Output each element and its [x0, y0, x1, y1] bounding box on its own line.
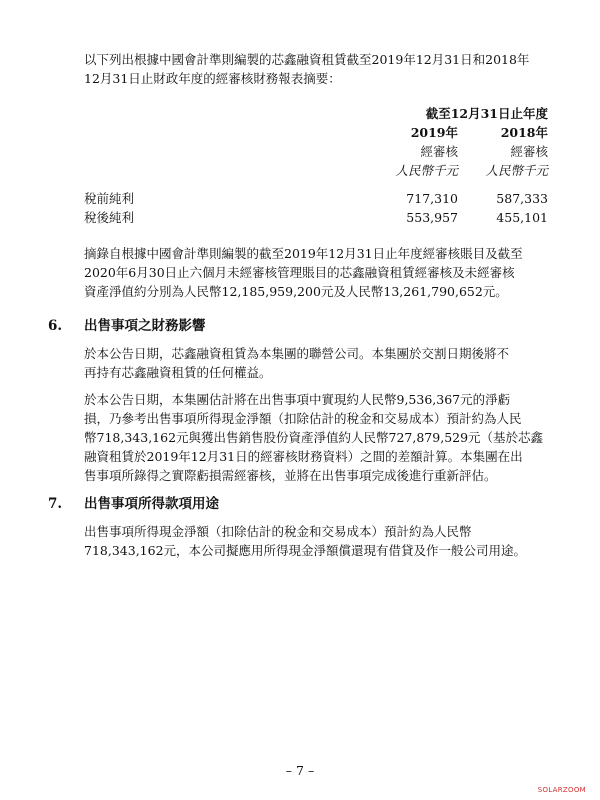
paragraph-line: 於本公告日期，本集團估計將在出售事項中實現約人民幣9,536,367元的淨虧: [84, 392, 511, 407]
watermark-logo: SOLARZOOM: [537, 786, 586, 794]
row-label: 稅後純利: [84, 210, 135, 225]
intro-paragraph: [84, 50, 548, 88]
net-asset-summary: [84, 244, 548, 301]
section-title: 出售事項所得款項用途: [84, 496, 219, 512]
paragraph-line: 於本公告日期，芯鑫融資租賃為本集團的聯營公司。本集團於交割日期後將不: [84, 346, 510, 361]
section-6-paragraph-1: [84, 344, 548, 382]
section-7-paragraph-1: [84, 522, 548, 560]
column-unit: 人民幣千元: [485, 163, 548, 178]
paragraph-line: 損，乃參考出售事項所得現金淨額（扣除估計的稅金和交易成本）預計約為人民: [84, 411, 522, 426]
column-unit: 人民幣千元: [395, 163, 458, 178]
section-title: 出售事項之財務影響: [84, 318, 206, 334]
row-value-2018: 455,101: [496, 210, 548, 225]
column-2018: [468, 123, 548, 180]
paragraph-line: 再持有芯鑫融資租賃的任何權益。: [84, 365, 272, 380]
column-year: 2019年: [410, 125, 458, 140]
paragraph-line: 融資租賃於2019年12月31日的經審核財務資料）之間的差額計算。本集團在出: [84, 449, 523, 464]
paragraph-line: 718,343,162元，本公司擬應用所得現金淨額償還現有借貸及作一般公司用途。: [84, 543, 527, 558]
page-number: – 7 –: [285, 763, 315, 778]
column-year: 2018年: [500, 125, 548, 140]
column-2019: [378, 123, 458, 180]
row-label: 稅前純利: [84, 191, 135, 206]
paragraph-line: 出售事項所得現金淨額（扣除估計的稅金和交易成本）預計約為人民幣: [84, 524, 472, 539]
row-value-2019: 717,310: [406, 191, 458, 206]
paragraph-line: 售事項所錄得之實際虧損需經審核，並將在出售事項完成後進行重新評估。: [84, 468, 497, 483]
row-value-2019: 553,957: [406, 210, 458, 225]
intro-line: 12月31日止財政年度的經審核財務報表摘要：: [84, 71, 341, 86]
section-6-paragraph-2: [84, 390, 548, 485]
summary-line: 資產淨值約分別為人民幣12,185,959,200元及人民幣13,261,790,652元。: [84, 284, 508, 299]
section-6-heading: [48, 314, 206, 334]
row-value-2018: 587,333: [496, 191, 548, 206]
summary-line: 2020年6月30日止六個月未經審核管理賬目的芯鑫融資租賃經審核及未經審核: [84, 265, 515, 280]
summary-line: 摘錄自根據中國會計準則編製的截至2019年12月31日止年度經審核賬目及截至: [84, 246, 523, 261]
paragraph-line: 幣718,343,162元與獲出售銷售股份資產淨值約人民幣727,879,529元（基於芯鑫: [84, 430, 544, 445]
section-7-heading: [48, 492, 219, 512]
intro-line: 以下列出根據中國會計準則編製的芯鑫融資租賃截至2019年12月31日和2018年: [84, 52, 530, 67]
period-header: 截至12月31日止年度: [425, 106, 548, 121]
section-number: 6.: [48, 318, 63, 334]
column-status: 經審核: [510, 144, 548, 159]
section-number: 7.: [48, 496, 63, 512]
column-status: 經審核: [420, 144, 458, 159]
